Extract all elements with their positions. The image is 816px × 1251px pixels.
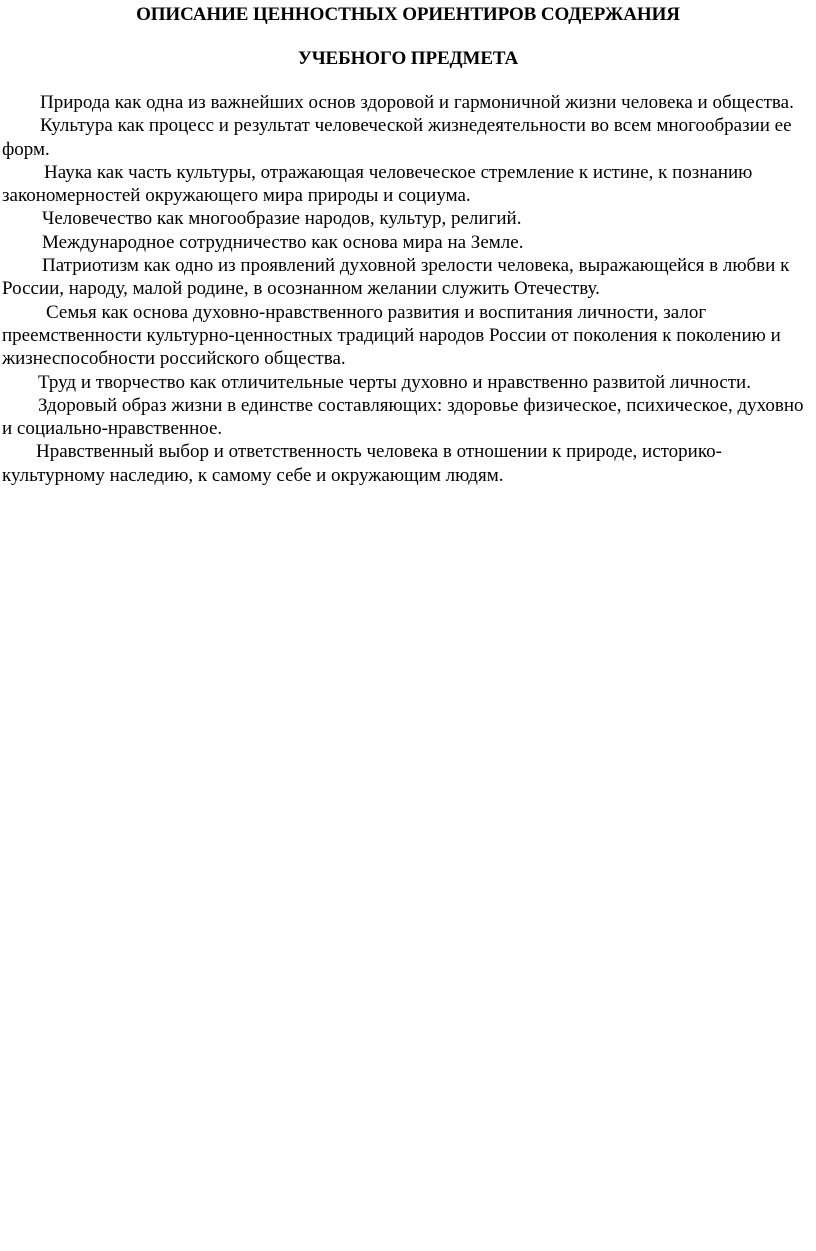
paragraph-healthy-lifestyle: Здоровый образ жизни в единстве составляющих: здоровье физическое, психическое, духовно и социально-нравственное. (2, 394, 804, 440)
document-title-line-1: ОПИСАНИЕ ЦЕННОСТНЫХ ОРИЕНТИРОВ СОДЕРЖАНИЯ (136, 4, 680, 25)
paragraph-nature: Природа как одна из важнейших основ здоровой и гармоничной жизни человека и общества. (40, 92, 794, 113)
paragraph-science: Наука как часть культуры, отражающая человеческое стремление к истине, к познанию закономерностей окружающего мира природы и социума. (2, 161, 753, 207)
paragraph-family: Семья как основа духовно-нравственного развития и воспитания личности, залог преемственности культурно-ценностных традиций народов России от поколения к поколению и жизнеспособности российского общества. (2, 301, 781, 370)
paragraph-humanity: Человечество как многообразие народов, культур, религий. (42, 208, 522, 230)
document-title-line-2: УЧЕБНОГО ПРЕДМЕТА (297, 48, 519, 69)
paragraph-cooperation: Международное сотрудничество как основа мира на Земле. (42, 231, 524, 253)
document-body (2, 91, 814, 487)
paragraph-culture: Культура как процесс и результат человеческой жизнедеятельности во всем многообразии ее форм. (2, 115, 792, 160)
paragraph-moral-choice: Нравственный выбор и ответственность человека в отношении к природе, историко-культурному наследию, к самому себе и окружающим людям. (2, 441, 722, 486)
paragraph-labor: Труд и творчество как отличительные черты духовно и нравственно развитой личности. (38, 371, 751, 393)
paragraph-patriotism: Патриотизм как одно из проявлений духовной зрелости человека, выражающейся в любви к России, народу, малой родине, в осознанном желании служить Отечеству. (2, 255, 790, 300)
